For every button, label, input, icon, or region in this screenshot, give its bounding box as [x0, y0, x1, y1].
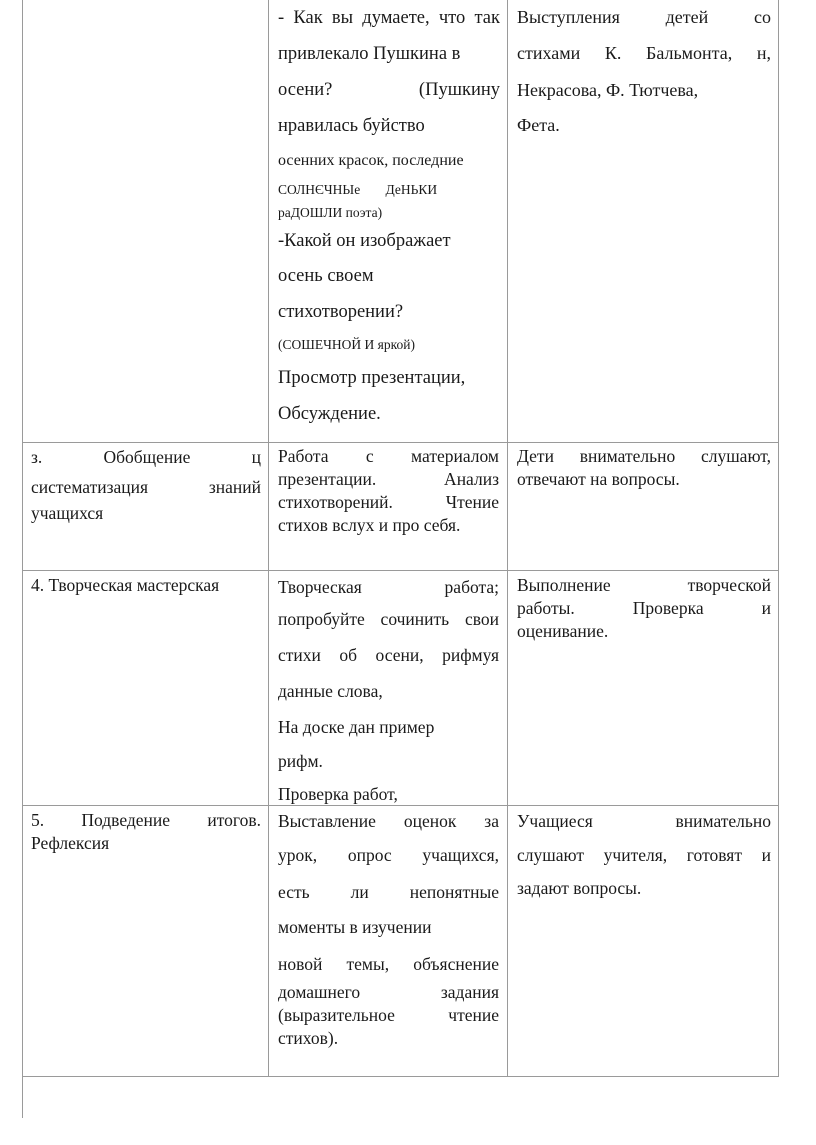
stage-line-1: 4. Творческая мастерская — [31, 575, 220, 595]
row1-activity-cell — [278, 0, 500, 432]
row2-student-cell — [517, 445, 771, 491]
student-line-4: Фета. — [517, 115, 560, 135]
row-divider-4 — [22, 1076, 779, 1077]
row3-stage-cell — [31, 574, 261, 597]
activity-line-3: стихотворений. Чтение — [278, 492, 499, 512]
stage-line-2: Рефлексия — [31, 833, 110, 853]
row3-activity-cell — [278, 573, 499, 811]
activity-line-3: стихи об осени, рифмуя — [278, 645, 499, 665]
question-line-8: -Какой он изображает — [278, 231, 451, 251]
student-line-1: Выступления детей со — [517, 7, 771, 27]
table-left-border — [22, 0, 23, 1118]
activity-line-7: (выразительное чтение — [278, 1005, 499, 1025]
activity-line-1: Выставление оценок за — [278, 811, 499, 831]
table-right-border — [778, 0, 779, 1077]
activity-line-1: Творческая работа; — [278, 577, 499, 597]
student-line-2: стихами К. Бальмонта, н, — [517, 43, 771, 63]
question-line-11: (СОШЕЧНОЙ И яркой) — [278, 337, 415, 352]
activity-line-1: Работа с материалом — [278, 446, 499, 466]
question-line-9: осень своем — [278, 266, 374, 286]
question-line-4: нравилась буйство — [278, 116, 425, 136]
activity-line-4: стихов вслух и про себя. — [278, 515, 461, 535]
activity-line-7: Проверка работ, — [278, 784, 398, 804]
question-line-6: СОЛНЄЧНЫе ДеНЬКИ — [278, 182, 438, 197]
activity-line-6: домашнего задания — [278, 982, 499, 1002]
activity-line-2: урок, опрос учащихся, — [278, 845, 499, 865]
stage-line-1: 5. Подведение итогов. — [31, 810, 261, 830]
student-line-1: Учащиеся внимательно — [517, 811, 771, 831]
row1-student-cell — [517, 0, 771, 142]
activity-line-2: попробуйте сочинить свои — [278, 609, 499, 629]
question-line-2: привлекало Пушкина в — [278, 44, 461, 64]
student-line-2: работы. Проверка и — [517, 598, 771, 618]
activity-line-2: презентации. Анализ — [278, 469, 499, 489]
row4-stage-cell — [31, 809, 261, 855]
activity-line-8: стихов). — [278, 1028, 339, 1048]
stage-line-1: з. Обобщение ц — [31, 447, 261, 467]
activity-line-4: моменты в изучении — [278, 917, 432, 937]
student-line-1: Выполнение творческой — [517, 575, 771, 595]
question-line-13: Обсуждение. — [278, 404, 381, 424]
table-column-divider-2 — [507, 0, 508, 1077]
activity-line-6: рифм. — [278, 751, 323, 771]
row2-activity-cell — [278, 445, 499, 537]
question-line-7: раДОШЛИ поэта) — [278, 205, 383, 220]
row3-student-cell — [517, 574, 771, 643]
student-line-3: оценивание. — [517, 621, 609, 641]
student-line-3: задают вопросы. — [517, 878, 642, 898]
activity-line-4: данные слова, — [278, 681, 383, 701]
row-divider-1 — [22, 442, 779, 443]
table-column-divider-1 — [268, 0, 269, 1077]
row4-activity-cell — [278, 809, 499, 1050]
activity-line-3: есть ли непонятные — [278, 882, 499, 902]
stage-line-2: систематизация знаний — [31, 477, 261, 497]
row4-student-cell — [517, 809, 771, 899]
row2-stage-cell — [31, 444, 261, 522]
stage-line-3: учащихся — [31, 503, 104, 523]
question-line-1: - Как вы думаете, что так — [278, 8, 500, 28]
activity-line-5: новой темы, объяснение — [278, 954, 499, 974]
question-line-10: стихотворении? — [278, 302, 404, 322]
student-line-2: слушают учителя, готовят и — [517, 845, 771, 865]
student-line-3: Некрасова, Ф. Тютчева, — [517, 80, 699, 100]
student-line-1: Дети внимательно слушают, — [517, 446, 771, 466]
question-line-12: Просмотр презентации, — [278, 368, 466, 388]
student-line-2: отвечают на вопросы. — [517, 469, 680, 489]
question-line-3: осени? (Пушкину — [278, 80, 500, 100]
question-line-5: осенних красок, последние — [278, 152, 464, 169]
row-divider-2 — [22, 570, 779, 571]
activity-line-5: На доске дан пример — [278, 717, 435, 737]
